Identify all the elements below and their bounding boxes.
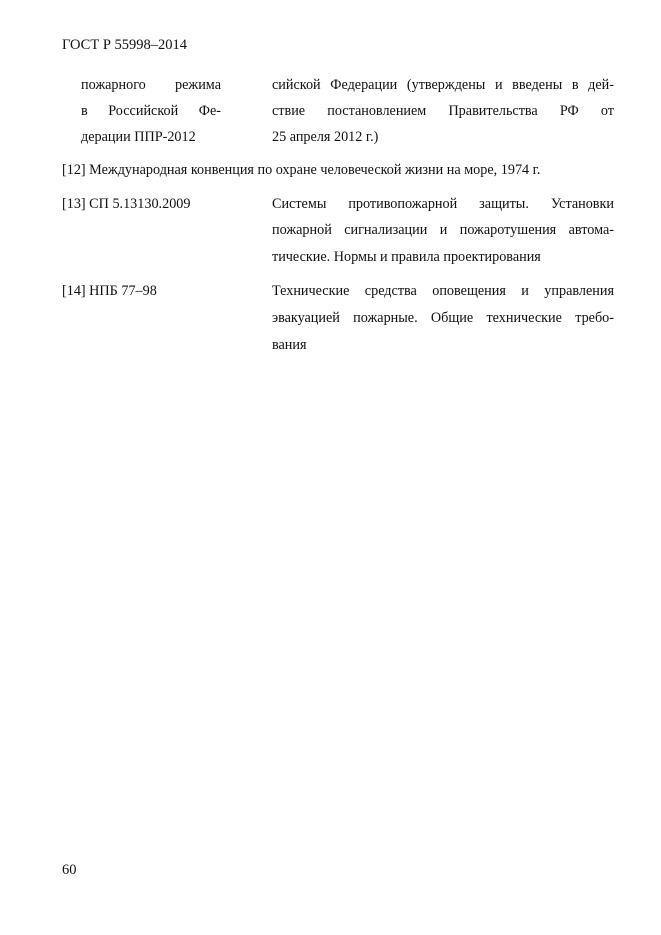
- reference-14-text-line-3: вания: [272, 337, 307, 353]
- reference-14-text-line-1: Технические средства оповещения и управления: [272, 283, 614, 299]
- reference-11-label-line-3: дерации ППР-2012: [81, 129, 196, 145]
- reference-13-label: [13] СП 5.13130.2009: [62, 196, 191, 212]
- reference-14-label: [14] НПБ 77–98: [62, 283, 157, 299]
- reference-11-label-line-1: пожарного режима: [81, 77, 221, 93]
- reference-14-text-line-2: эвакуацией пожарные. Общие технические требо-: [272, 310, 614, 326]
- reference-13-text-line-2: пожарной сигнализации и пожаротушения автома-: [272, 222, 614, 238]
- reference-13-text-line-3: тические. Нормы и правила проектирования: [272, 249, 541, 265]
- reference-11-label-line-2: в Российской Фе-: [81, 103, 221, 119]
- reference-13-text-line-1: Системы противопожарной защиты. Установки: [272, 196, 614, 212]
- reference-11-text-line-3: 25 апреля 2012 г.): [272, 129, 379, 145]
- page-header: ГОСТ Р 55998–2014: [62, 37, 188, 53]
- reference-11-text-line-1: сийской Федерации (утверждены и введены в дей-: [272, 77, 614, 93]
- page-number: 60: [62, 862, 77, 878]
- reference-12: [12] Международная конвенция по охране человеческой жизни на море, 1974 г.: [62, 162, 541, 178]
- reference-11-text-line-2: ствие постановлением Правительства РФ от: [272, 103, 614, 119]
